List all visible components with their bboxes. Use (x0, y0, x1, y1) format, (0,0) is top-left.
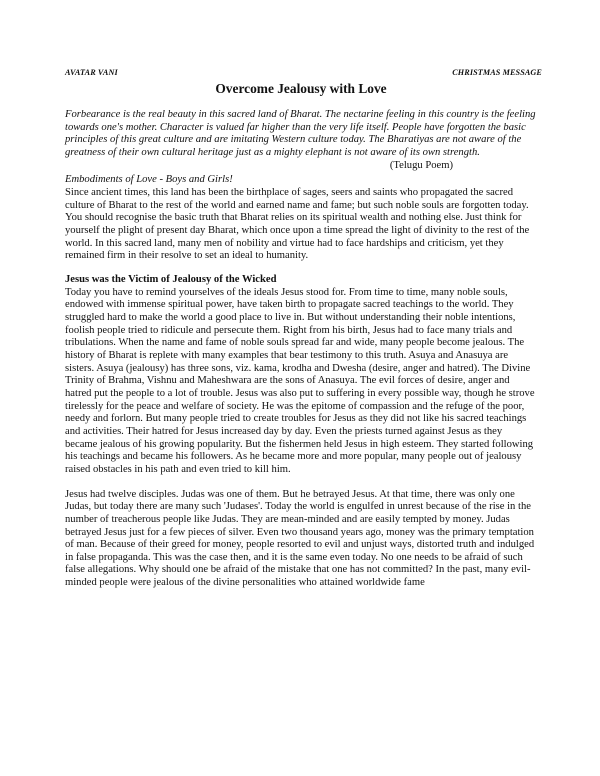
opening-poem: Forbearance is the real beauty in this sacred land of Bharat. The nectarine feeling in this country is the feeling towards one's mother. Character is valued far higher than the very life itself. People have forgotten the basic principles of this great culture and are imitating Western culture today. The Bharatiyas are not aware of the greatness of their own cultural heritage just as a mighty elephant is not aware of its own strength. (65, 109, 536, 158)
salutation: Embodiments of Love - Boys and Girls! (65, 174, 233, 186)
intro-paragraph: Since ancient times, this land has been the birthplace of sages, seers and saints who propagated the sacred culture of Bharat to the rest of the world and earned name and fame; but such noble souls are forgotten today. You should recognise the basic truth that Bharat relies on its spiritual wealth and nothing else. Just think for yourself the plight of present day Bharat, which once upon a time spread the light of divinity to the rest of the world. In this sacred land, many men of nobility and virtue had to face hardships and criticism, yet they remained firm in their resolve to set an ideal to humanity. (65, 186, 530, 262)
jesus-paragraph: Today you have to remind yourselves of the ideals Jesus stood for. From time to time, many noble souls, endowed with immense spiritual power, have taken birth to propagate sacred teachings to the world. They struggled hard to make the world a good place to live in. But without understanding their noble intentions, foolish people tried to ridicule and persecute them. Right from his birth, Jesus had to face many trials and tribulations. When the name and fame of noble souls spread far and wide, many people become jealous. The history of Bharat is replete with many examples that bear testimony to this truth. Asuya and Anasuya are sisters. Asuya (jealousy) has three sons, viz. kama, krodha and Dwesha (desire, anger and hatred). The Divine Trinity of Brahma, Vishnu and Maheshwara are the sons of Anasuya. The evil forces of desire, anger and hatred put the people to a lot of trouble. Jesus was also put to suffering in every possible way, though he strove tirelessly for the peace and welfare of society. He was the epitome of compassion and the refuge of the poor, needy and forlorn. But many people tried to create troubles for Jesus as they did not like his sacred teachings and activities. Their hatred for Jesus increased day by day. Even the priests turned against Jesus as they became jealous of his growing popularity. But the fishermen held Jesus in high esteem. They started following his teachings and became his followers. As he became more and more popular, many people out of jealousy raised obstacles in his path and even tried to kill him. (65, 286, 535, 475)
poem-source: (Telugu Poem) (389, 160, 453, 172)
header-section: CHRISTMAS MESSAGE (452, 68, 542, 77)
running-header (65, 68, 542, 80)
document-page (65, 68, 542, 590)
judas-paragraph: Jesus had twelve disciples. Judas was one of them. But he betrayed Jesus. At that time, there was only one Judas, but today there are many such 'Judases'. Today the world is engulfed in unrest because of the rise in the number of treacherous people like Judas. They are mean-minded and are easily tempted by money. Judas betrayed Jesus just for a few pieces of silver. Even two thousand years ago, money was the primary temptation of man. Because of their greed for money, people resorted to evil and unjust ways, distorted truth and indulged in false propaganda. This was the case then, and it is the same even today. No one needs to be afraid of such false allegations. Why should one be afraid of the mistake that one has not committed? In the past, many evil-minded people were jealous of the divine personalities who attained worldwide fame (65, 488, 535, 589)
header-publication: AVATAR VANI (65, 68, 118, 77)
section-heading: Jesus was the Victim of Jealousy of the Wicked (65, 273, 277, 285)
page-title: Overcome Jealousy with Love (215, 81, 387, 96)
